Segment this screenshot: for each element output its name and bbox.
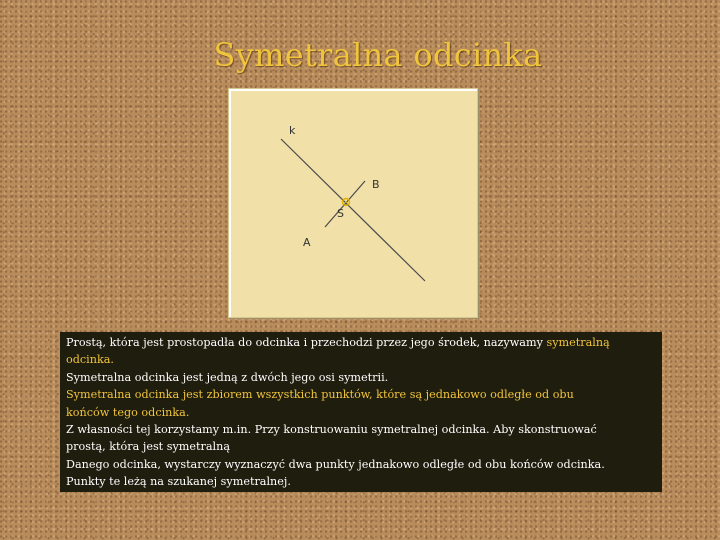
figure-panel (228, 88, 478, 318)
label-a: A (303, 236, 311, 249)
text-line-4: Symetralna odcinka jest zbiorem wszystkich punktów, które są jednakowo odległe od obu (66, 388, 574, 402)
text-line-9: Punkty te leżą na szukanej symetralnej. (66, 475, 291, 489)
text-line-1 (66, 334, 656, 351)
text-line-2: odcinka. (66, 353, 114, 367)
label-k: k (289, 124, 296, 137)
perpendicular-bisector-diagram (229, 89, 477, 317)
midpoint-s-dot (345, 201, 347, 203)
text-line-7: prostą, która jest symetralną (66, 440, 230, 454)
label-s: S (337, 207, 344, 220)
text-line-5: końców tego odcinka. (66, 405, 190, 419)
text-line-6: Z własności tej korzystamy m.in. Przy konstruowaniu symetralnej odcinka. Aby skonstruować (66, 423, 597, 437)
text-line-8: Danego odcinka, wystarczy wyznaczyć dwa punkty jednakowo odległe od obu końców odcinka. (66, 457, 605, 471)
bisector-line-k (281, 139, 425, 281)
slide-title: Symetralna odcinka (213, 36, 543, 74)
text-p1-plain: Prostą, która jest prostopadła do odcinka i przechodzi przez jego środek, nazywamy (66, 336, 547, 349)
text-line-3: Symetralna odcinka jest jedną z dwóch jego osi symetrii. (66, 370, 389, 384)
label-b: B (372, 178, 380, 191)
definition-text-box (60, 332, 662, 492)
text-p1-highlight: symetralną (546, 336, 610, 349)
